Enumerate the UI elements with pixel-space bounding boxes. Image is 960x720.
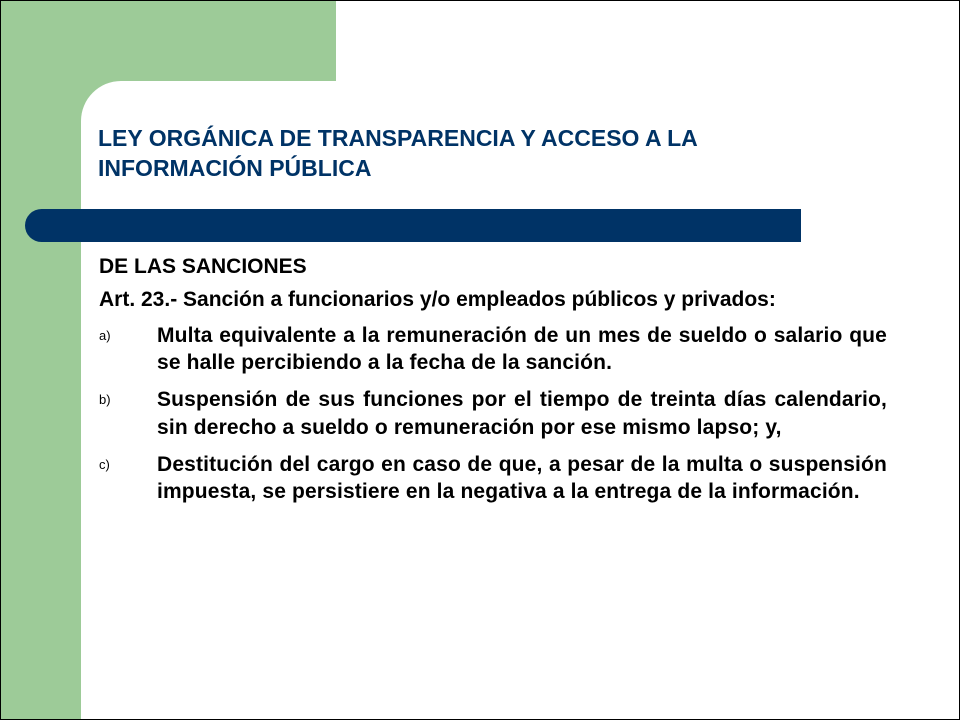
list-item-text: Destitución del cargo en caso de que, a pesar de la multa o suspensión impuesta, se persistiere en la negativa a la entrega de la información.: [157, 452, 887, 504]
slide-title: [98, 123, 898, 184]
list-item: [99, 451, 887, 506]
list-marker: a): [99, 327, 111, 343]
title-line-1: LEY ORGÁNICA DE TRANSPARENCIA Y ACCESO A LA: [98, 125, 698, 151]
section-heading: DE LAS SANCIONES: [99, 255, 307, 278]
article-text: Art. 23.- Sanción a funcionarios y/o empleados públicos y privados:: [99, 288, 776, 312]
list-item: [99, 322, 887, 377]
list-item: [99, 386, 887, 441]
list-marker: c): [99, 456, 110, 472]
list-item-text: Suspensión de sus funciones por el tiempo de treinta días calendario, sin derecho a sueldo o remuneración por ese mismo lapso; y,: [157, 388, 887, 439]
title-divider-band: [25, 209, 801, 242]
list-item-text: Multa equivalente a la remuneración de un mes de sueldo o salario que se halle percibiendo a la fecha de la sanción.: [157, 323, 887, 375]
title-line-2: INFORMACIÓN PÚBLICA: [98, 155, 372, 182]
list-marker: b): [99, 392, 111, 408]
slide-body: [99, 252, 887, 516]
